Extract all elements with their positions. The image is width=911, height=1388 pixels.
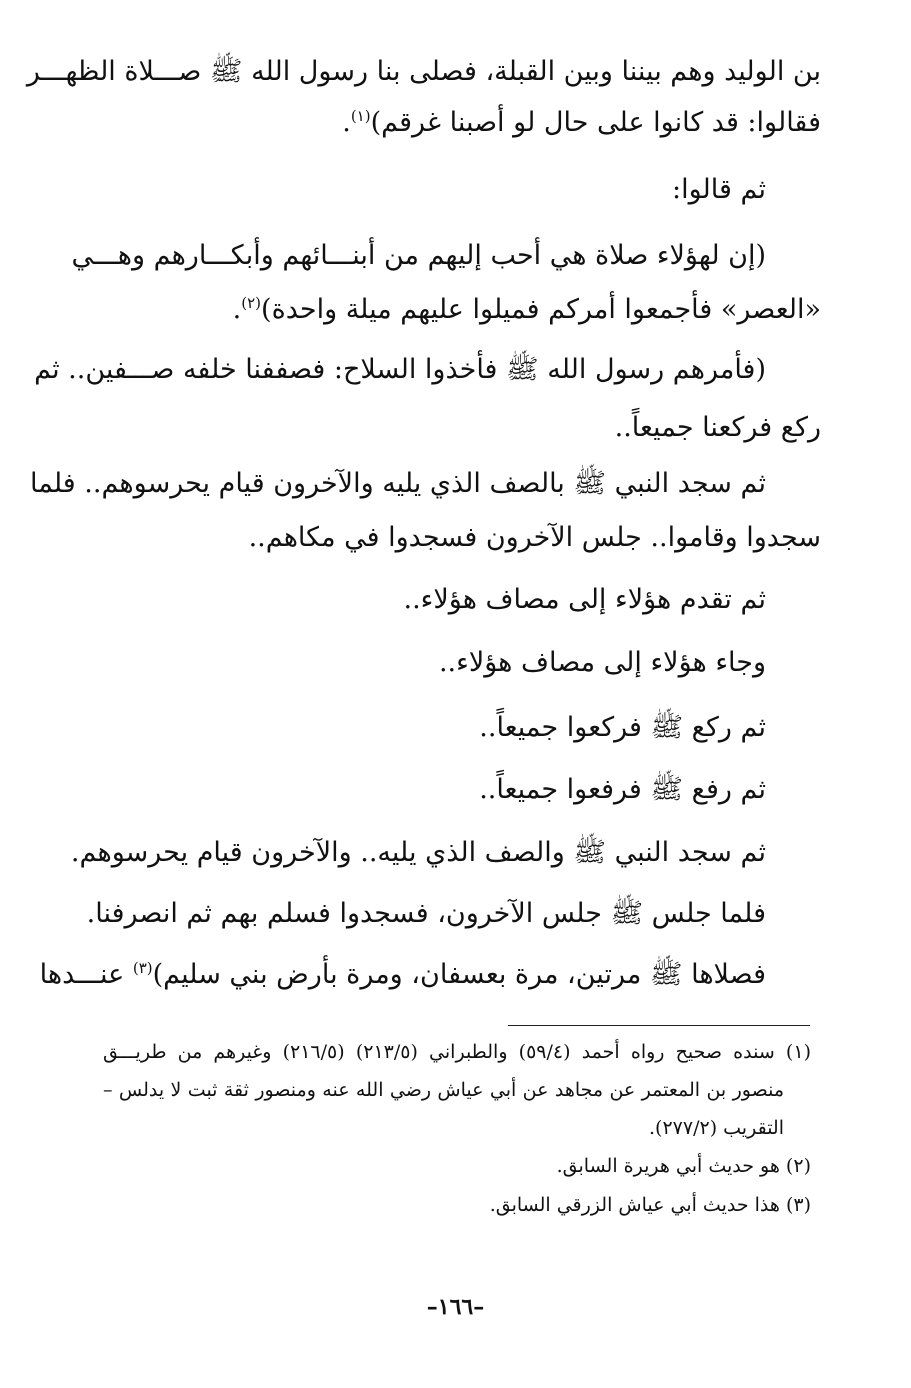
body-line: [39, 955, 766, 995]
body-line: ثم ركع ﷺ فركعوا جميعاً..: [479, 712, 766, 743]
body-text: فصلاها ﷺ مرتين، مرة بعسفان، ومرة بأرض بني سليم): [152, 959, 766, 990]
body-line: [103, 103, 821, 143]
body-line: ثم قالوا:: [672, 174, 766, 205]
body-line: [103, 290, 821, 330]
footnote-ref: (١): [350, 107, 371, 125]
footnote-line: (١) سنده صحيح رواه أحمد (٥٩/٤) والطبراني (٢١٣/٥) (٢١٦/٥) وغيرهم من طريـــق: [103, 1041, 811, 1063]
footnote-line: (٢) هو حديث أبي هريرة السابق.: [556, 1155, 811, 1177]
footnote-line: منصور بن المعتمر عن مجاهد عن أبي عياش رضي الله عنه ومنصور ثقة ثبت لا يدلس –: [103, 1079, 784, 1101]
body-line: (إن لهؤلاء صلاة هي أحب إليهم من أبنـــائهم وأبكـــارهم وهـــي: [71, 240, 766, 271]
body-text: فقالوا: قد كانوا على حال لو أصبنا غرقم): [370, 107, 821, 138]
body-text: عنـــدها: [39, 959, 133, 990]
body-text: .: [342, 107, 351, 138]
footnote-line: (٣) هذا حديث أبي عياش الزرقي السابق.: [489, 1194, 811, 1216]
body-text: «العصر» فأجمعوا أمركم فميلوا عليهم ميلة واحدة): [261, 294, 821, 325]
body-line: ثم رفع ﷺ فرفعوا جميعاً..: [479, 774, 766, 805]
footnote-line: التقريب (٢٧٧/٢).: [649, 1117, 784, 1139]
body-line: (فأمرهم رسول الله ﷺ فأخذوا السلاح: فصففنا خلفه صـــفين.. ثم: [34, 354, 766, 385]
page-number: –١٦٦–: [426, 1294, 485, 1320]
body-line: وجاء هؤلاء إلى مصاف هؤلاء..: [438, 647, 766, 678]
body-line: سجدوا وقاموا.. جلس الآخرون فسجدوا في مكاهم..: [248, 522, 821, 553]
body-line: ركع فركعنا جميعاً..: [614, 412, 821, 443]
body-line: ثم سجد النبي ﷺ والصف الذي يليه.. والآخرون قيام يحرسوهم.: [70, 837, 766, 868]
body-text: .: [232, 294, 242, 325]
footnote-ref: (٣): [132, 959, 153, 977]
body-line: ثم تقدم هؤلاء إلى مصاف هؤلاء..: [403, 584, 766, 615]
body-line: ثم سجد النبي ﷺ بالصف الذي يليه والآخرون قيام يحرسوهم.. فلما: [30, 468, 766, 499]
body-line: فلما جلس ﷺ جلس الآخرون، فسجدوا فسلم بهم ثم انصرفنا.: [86, 898, 766, 929]
footnote-separator: [508, 1025, 810, 1026]
body-line: بن الوليد وهم بيننا وبين القبلة، فصلى بنا رسول الله ﷺ صـــلاة الظهـــر: [26, 56, 821, 87]
footnote-ref: (٢): [241, 294, 262, 312]
